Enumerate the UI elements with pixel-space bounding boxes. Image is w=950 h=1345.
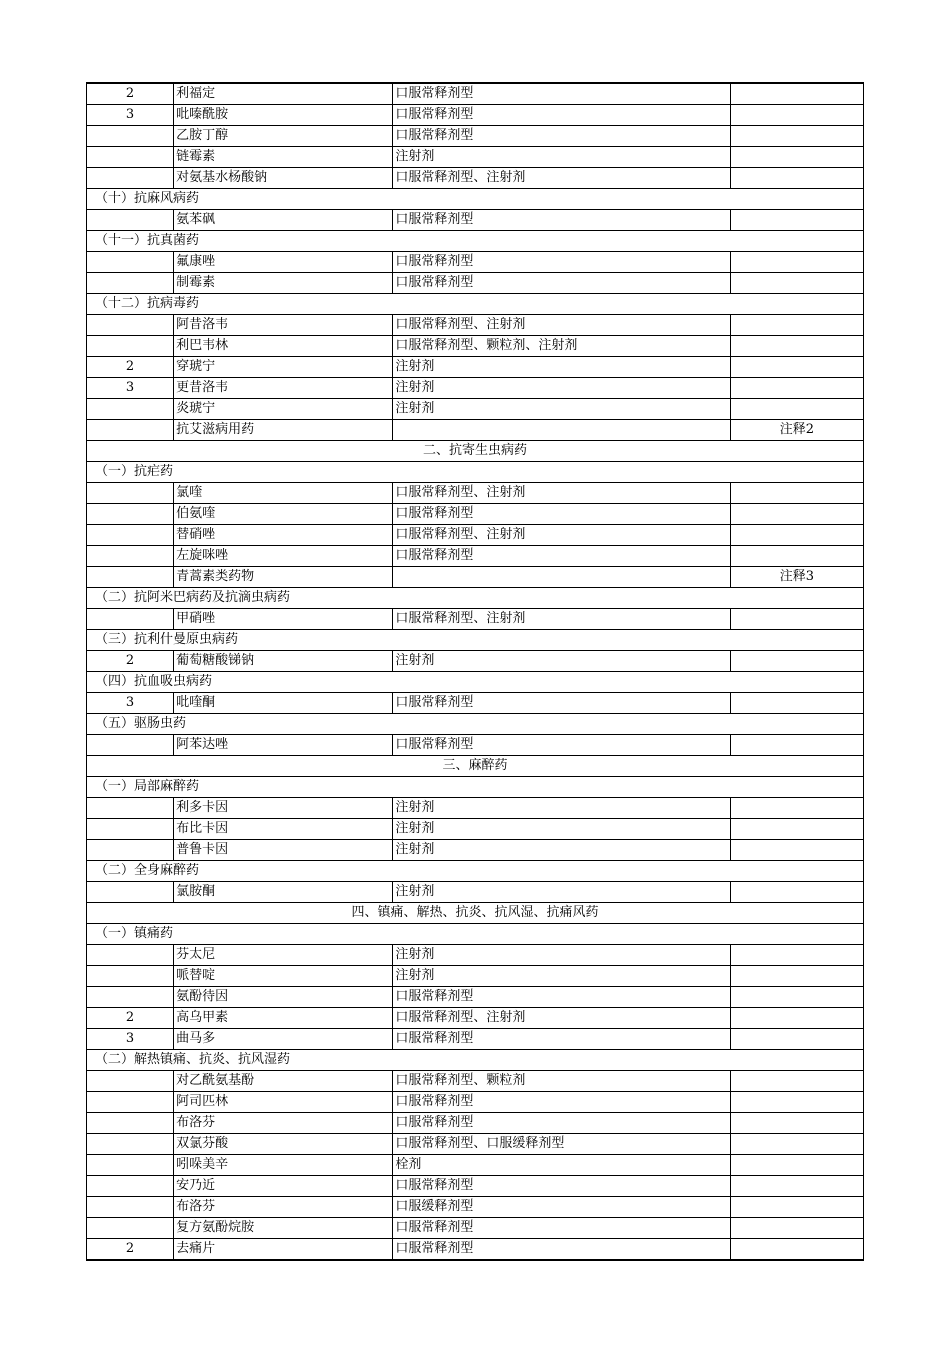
row-number: [87, 1155, 174, 1176]
category-heading: （一）镇痛药: [87, 924, 864, 945]
remark: [730, 147, 863, 168]
drug-name: 对乙酰氨基酚: [174, 1071, 393, 1092]
drug-name: 布洛芬: [174, 1197, 393, 1218]
category-heading-row: [87, 924, 864, 945]
table-row: [87, 483, 864, 504]
drug-name: 抗艾滋病用药: [174, 420, 393, 441]
drug-name: 制霉素: [174, 273, 393, 294]
row-number: [87, 273, 174, 294]
drug-name: 链霉素: [174, 147, 393, 168]
dosage-form: 口服常释剂型、注射剂: [393, 609, 730, 630]
remark: [730, 651, 863, 672]
remark: [730, 126, 863, 147]
remark: [730, 798, 863, 819]
table-row: [87, 567, 864, 588]
dosage-form: 注射剂: [393, 882, 730, 903]
section-heading-row: [87, 903, 864, 924]
dosage-form: 口服常释剂型、注射剂: [393, 1008, 730, 1029]
category-heading: （五）驱肠虫药: [87, 714, 864, 735]
row-number: [87, 546, 174, 567]
dosage-form: 注射剂: [393, 147, 730, 168]
remark: [730, 1155, 863, 1176]
dosage-form: 口服常释剂型: [393, 252, 730, 273]
table-row: [87, 168, 864, 189]
category-heading-row: [87, 777, 864, 798]
row-number: [87, 210, 174, 231]
table-row: [87, 693, 864, 714]
row-number: [87, 798, 174, 819]
dosage-form: 注射剂: [393, 378, 730, 399]
row-number: [87, 504, 174, 525]
row-number: 2: [87, 1239, 174, 1261]
dosage-form: 注射剂: [393, 819, 730, 840]
table-row: [87, 987, 864, 1008]
table-row: [87, 1239, 864, 1261]
category-heading-row: [87, 231, 864, 252]
dosage-form: 口服缓释剂型: [393, 1197, 730, 1218]
table-row: [87, 420, 864, 441]
remark: [730, 399, 863, 420]
table-row: [87, 357, 864, 378]
remark: [730, 378, 863, 399]
remark: [730, 945, 863, 966]
dosage-form: 口服常释剂型: [393, 273, 730, 294]
table-row: [87, 525, 864, 546]
remark: [730, 819, 863, 840]
drug-name: 青蒿素类药物: [174, 567, 393, 588]
table-row: [87, 1176, 864, 1197]
row-number: [87, 1176, 174, 1197]
dosage-form: 口服常释剂型: [393, 83, 730, 105]
table-row: [87, 378, 864, 399]
table-row: [87, 882, 864, 903]
category-heading-row: [87, 588, 864, 609]
category-heading-row: [87, 189, 864, 210]
dosage-form: 口服常释剂型、注射剂: [393, 315, 730, 336]
table-row: [87, 126, 864, 147]
drug-name: 双氯芬酸: [174, 1134, 393, 1155]
drug-list-table: [86, 82, 864, 1261]
row-number: 3: [87, 378, 174, 399]
row-number: 3: [87, 693, 174, 714]
drug-name: 氟康唑: [174, 252, 393, 273]
remark: [730, 504, 863, 525]
remark: [730, 168, 863, 189]
remark: [730, 1071, 863, 1092]
drug-name: 利巴韦林: [174, 336, 393, 357]
table-row: [87, 798, 864, 819]
row-number: [87, 735, 174, 756]
remark: [730, 882, 863, 903]
table-row: [87, 1155, 864, 1176]
dosage-form: 口服常释剂型、口服缓释剂型: [393, 1134, 730, 1155]
dosage-form: 口服常释剂型: [393, 1176, 730, 1197]
remark: [730, 966, 863, 987]
remark: [730, 525, 863, 546]
remark: [730, 1218, 863, 1239]
dosage-form: 口服常释剂型: [393, 1239, 730, 1261]
row-number: [87, 1092, 174, 1113]
category-heading: （十二）抗病毒药: [87, 294, 864, 315]
dosage-form: 口服常释剂型: [393, 504, 730, 525]
drug-name: 普鲁卡因: [174, 840, 393, 861]
dosage-form: 口服常释剂型: [393, 693, 730, 714]
row-number: [87, 420, 174, 441]
category-heading-row: [87, 1050, 864, 1071]
remark: [730, 1134, 863, 1155]
table-row: [87, 504, 864, 525]
row-number: [87, 1197, 174, 1218]
table-row: [87, 210, 864, 231]
row-number: 2: [87, 83, 174, 105]
row-number: 2: [87, 1008, 174, 1029]
remark: [730, 1176, 863, 1197]
dosage-form: 注射剂: [393, 357, 730, 378]
row-number: [87, 840, 174, 861]
drug-name: 复方氨酚烷胺: [174, 1218, 393, 1239]
row-number: 3: [87, 1029, 174, 1050]
drug-name: 布比卡因: [174, 819, 393, 840]
row-number: [87, 483, 174, 504]
row-number: [87, 819, 174, 840]
table-row: [87, 735, 864, 756]
section-heading: 三、麻醉药: [87, 756, 864, 777]
section-heading-row: [87, 441, 864, 462]
drug-name: 氯胺酮: [174, 882, 393, 903]
category-heading-row: [87, 672, 864, 693]
drug-name: 葡萄糖酸锑钠: [174, 651, 393, 672]
dosage-form: 口服常释剂型: [393, 105, 730, 126]
table-row: [87, 273, 864, 294]
dosage-form: 口服常释剂型、注射剂: [393, 168, 730, 189]
drug-name: 炎琥宁: [174, 399, 393, 420]
dosage-form: 注射剂: [393, 651, 730, 672]
row-number: 2: [87, 357, 174, 378]
table-row: [87, 399, 864, 420]
remark: [730, 105, 863, 126]
drug-name: 利多卡因: [174, 798, 393, 819]
remark: 注释3: [730, 567, 863, 588]
drug-name: 氨苯砜: [174, 210, 393, 231]
dosage-form: 口服常释剂型、颗粒剂: [393, 1071, 730, 1092]
drug-name: 伯氨喹: [174, 504, 393, 525]
table-row: [87, 1071, 864, 1092]
dosage-form: 口服常释剂型: [393, 987, 730, 1008]
remark: [730, 987, 863, 1008]
table-row: [87, 147, 864, 168]
row-number: [87, 966, 174, 987]
table-row: [87, 1113, 864, 1134]
row-number: [87, 1071, 174, 1092]
drug-name: 穿琥宁: [174, 357, 393, 378]
table-row: [87, 1218, 864, 1239]
drug-name: 芬太尼: [174, 945, 393, 966]
drug-name: 阿苯达唑: [174, 735, 393, 756]
table-row: [87, 651, 864, 672]
drug-name: 吲哚美辛: [174, 1155, 393, 1176]
row-number: [87, 609, 174, 630]
table-row: [87, 966, 864, 987]
row-number: [87, 147, 174, 168]
drug-name: 吡喹酮: [174, 693, 393, 714]
remark: [730, 273, 863, 294]
remark: [730, 693, 863, 714]
dosage-form: 注射剂: [393, 966, 730, 987]
drug-name: 对氨基水杨酸钠: [174, 168, 393, 189]
category-heading: （十一）抗真菌药: [87, 231, 864, 252]
table-row: [87, 105, 864, 126]
table-row: [87, 609, 864, 630]
drug-name: 去痛片: [174, 1239, 393, 1261]
drug-name: 阿司匹林: [174, 1092, 393, 1113]
row-number: [87, 126, 174, 147]
table-row: [87, 315, 864, 336]
row-number: [87, 252, 174, 273]
table-row: [87, 1092, 864, 1113]
row-number: [87, 168, 174, 189]
remark: [730, 357, 863, 378]
row-number: [87, 1134, 174, 1155]
row-number: [87, 945, 174, 966]
drug-name: 左旋咪唑: [174, 546, 393, 567]
dosage-form: 口服常释剂型: [393, 1092, 730, 1113]
category-heading: （四）抗血吸虫病药: [87, 672, 864, 693]
drug-name: 替硝唑: [174, 525, 393, 546]
row-number: [87, 336, 174, 357]
remark: [730, 1029, 863, 1050]
remark: [730, 83, 863, 105]
row-number: 3: [87, 105, 174, 126]
category-heading: （三）抗利什曼原虫病药: [87, 630, 864, 651]
drug-name: 高乌甲素: [174, 1008, 393, 1029]
table-row: [87, 336, 864, 357]
dosage-form: 口服常释剂型、注射剂: [393, 525, 730, 546]
dosage-form: [393, 420, 730, 441]
drug-name: 更昔洛韦: [174, 378, 393, 399]
table-row: [87, 840, 864, 861]
drug-name: 氨酚待因: [174, 987, 393, 1008]
remark: [730, 1092, 863, 1113]
category-heading-row: [87, 861, 864, 882]
remark: 注释2: [730, 420, 863, 441]
remark: [730, 1197, 863, 1218]
dosage-form: 注射剂: [393, 840, 730, 861]
row-number: [87, 987, 174, 1008]
table-row: [87, 819, 864, 840]
remark: [730, 1239, 863, 1261]
category-heading: （一）局部麻醉药: [87, 777, 864, 798]
dosage-form: 口服常释剂型: [393, 1029, 730, 1050]
table-row: [87, 1008, 864, 1029]
row-number: [87, 315, 174, 336]
category-heading-row: [87, 462, 864, 483]
remark: [730, 315, 863, 336]
category-heading: （二）全身麻醉药: [87, 861, 864, 882]
table-row: [87, 252, 864, 273]
section-heading: 四、镇痛、解热、抗炎、抗风湿、抗痛风药: [87, 903, 864, 924]
remark: [730, 840, 863, 861]
drug-list-body: [87, 83, 864, 1260]
drug-name: 布洛芬: [174, 1113, 393, 1134]
dosage-form: 注射剂: [393, 945, 730, 966]
category-heading: （一）抗疟药: [87, 462, 864, 483]
remark: [730, 546, 863, 567]
table-row: [87, 1029, 864, 1050]
dosage-form: 注射剂: [393, 798, 730, 819]
category-heading: （二）抗阿米巴病药及抗滴虫病药: [87, 588, 864, 609]
drug-name: 氯喹: [174, 483, 393, 504]
drug-name: 乙胺丁醇: [174, 126, 393, 147]
drug-name: 甲硝唑: [174, 609, 393, 630]
drug-name: 哌替啶: [174, 966, 393, 987]
row-number: [87, 882, 174, 903]
table-row: [87, 1197, 864, 1218]
dosage-form: 口服常释剂型: [393, 1113, 730, 1134]
drug-name: 阿昔洛韦: [174, 315, 393, 336]
dosage-form: 口服常释剂型: [393, 546, 730, 567]
drug-name: 利福定: [174, 83, 393, 105]
dosage-form: 栓剂: [393, 1155, 730, 1176]
row-number: [87, 399, 174, 420]
category-heading: （二）解热镇痛、抗炎、抗风湿药: [87, 1050, 864, 1071]
remark: [730, 336, 863, 357]
row-number: [87, 567, 174, 588]
table-row: [87, 1134, 864, 1155]
dosage-form: 口服常释剂型、颗粒剂、注射剂: [393, 336, 730, 357]
remark: [730, 1113, 863, 1134]
remark: [730, 210, 863, 231]
dosage-form: 口服常释剂型、注射剂: [393, 483, 730, 504]
remark: [730, 252, 863, 273]
dosage-form: [393, 567, 730, 588]
category-heading-row: [87, 630, 864, 651]
drug-name: 曲马多: [174, 1029, 393, 1050]
category-heading-row: [87, 714, 864, 735]
remark: [730, 609, 863, 630]
section-heading-row: [87, 756, 864, 777]
table-row: [87, 546, 864, 567]
remark: [730, 483, 863, 504]
remark: [730, 1008, 863, 1029]
dosage-form: 口服常释剂型: [393, 126, 730, 147]
table-row: [87, 83, 864, 105]
drug-name: 吡嗪酰胺: [174, 105, 393, 126]
table-row: [87, 945, 864, 966]
dosage-form: 注射剂: [393, 399, 730, 420]
row-number: [87, 525, 174, 546]
row-number: [87, 1218, 174, 1239]
section-heading: 二、抗寄生虫病药: [87, 441, 864, 462]
category-heading: （十）抗麻风病药: [87, 189, 864, 210]
dosage-form: 口服常释剂型: [393, 1218, 730, 1239]
dosage-form: 口服常释剂型: [393, 735, 730, 756]
category-heading-row: [87, 294, 864, 315]
dosage-form: 口服常释剂型: [393, 210, 730, 231]
remark: [730, 735, 863, 756]
row-number: [87, 1113, 174, 1134]
drug-name: 安乃近: [174, 1176, 393, 1197]
row-number: 2: [87, 651, 174, 672]
